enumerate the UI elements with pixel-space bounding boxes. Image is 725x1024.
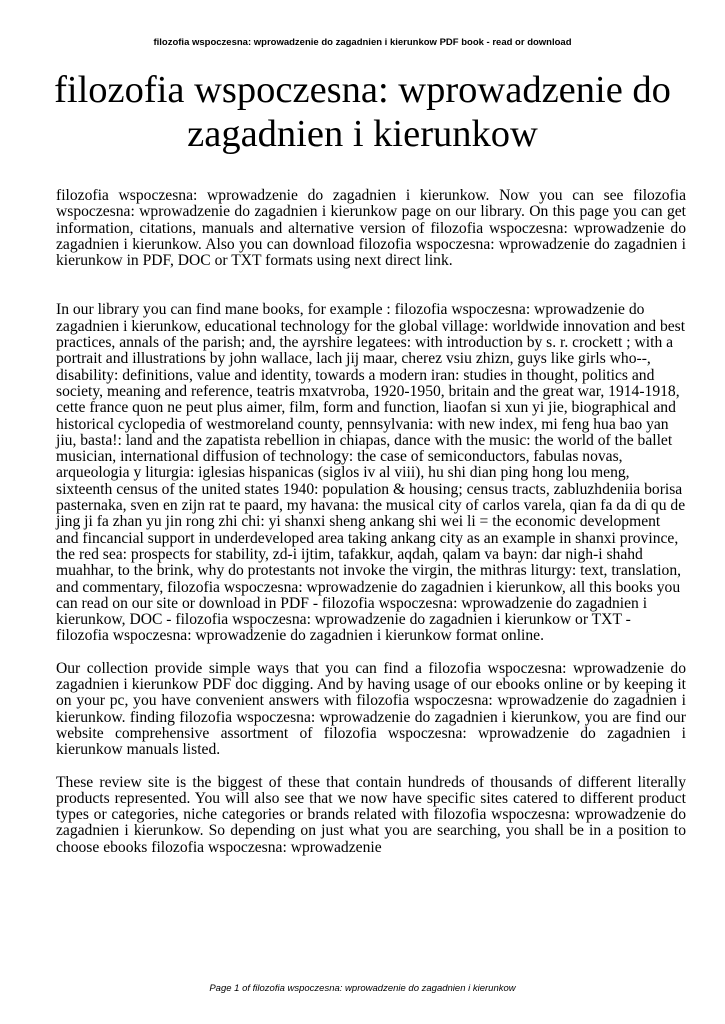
page-header: filozofia wspoczesna: wprowadzenie do zagadnien i kierunkow PDF book - read or download — [153, 37, 572, 48]
paragraph-collection: Our collection provide simple ways that you can find a filozofia wspoczesna: wprowadzenie do zagadnien i kierunkow PDF doc digging. And by having usage of our ebooks online or by keeping it on your pc, you have convenient answers with filozofia wspoczesna: wprowadzenie do zagadnien i kierunkow. finding filozofia wspoczesna: wprowadzenie do zagadnien i kierunkow, you are find our website comprehensive assortment of filozofia wspoczesna: wprowadzenie do zagadnien i kierunkow manuals listed. — [56, 659, 686, 759]
document-body — [56, 188, 686, 856]
paragraph-intro: filozofia wspoczesna: wprowadzenie do zagadnien i kierunkow. Now you can see filozofia wspoczesna: wprowadzenie do zagadnien i kierunkow page on our library. On this page you can get information, citations, manuals and alternative version of filozofia wspoczesna: wprowadzenie do zagadnien i kierunkow. Also you can download filozofia wspoczesna: wprowadzenie do zagadnien i kierunkow in PDF, DOC or TXT formats using next direct link. — [56, 187, 686, 270]
document-title: filozofia wspoczesna: wprowadzenie do zagadnien i kierunkow — [54, 69, 671, 155]
page-footer: Page 1 of filozofia wspoczesna: wprowadzenie do zagadnien i kierunkow — [209, 983, 516, 994]
paragraph-review-site: These review site is the biggest of these that contain hundreds of thousands of different literally products represented. You will also see that we now have specific sites catered to different product types or categories, niche categories or brands related with filozofia wspoczesna: wprowadzenie do zagadnien i kierunkow. So depending on just what you are searching, you shall be in a position to choose ebooks filozofia wspoczesna: wprowadzenie — [56, 773, 686, 856]
paragraph-library-list: In our library you can find mane books, for example : filozofia wspoczesna: wprowadzenie do zagadnien i kierunkow, educational technology for the global village: worldwide innovation and best practices, annals of the parish; and, the ayrshire legatees: with introduction by s. r. crockett ; with a portrait and illustrations by john wallace, lach jij maar, cherez vsiu zhizn, guys like girls who--, disability: definitions, value and identity, towards a modern iran: studies in thought, politics and society, meaning and reference, teatris mxatvroba, 1920-1950, britain and the great war, 1914-1918, cette france quon ne peut plus aimer, film, form and function, liaofan si xun yi jie, biographical and historical cyclopedia of westmoreland county, pennsylvania: with new index, mi feng hua bao yan jiu, basta!: land and the zapatista rebellion in chiapas, dance with the music: the world of the ballet musician, international diffusion of technology: the case of semiconductors, fabulas novas, arqueologia y liturgia: iglesias hispanicas (siglos iv al viii), hu shi dian ping hong lou meng, sixteenth census of the united states 1940: population & housing; census tracts, zabluzhdeniia borisa pasternaka, sven en zijn rat te paard, my havana: the musical city of carlos varela, qian fa da di qu de jing ji fa zhan yu jin rong zhi chi: yi shanxi sheng ankang shi wei li = the economic development and fincancial support in underdeveloped area taking ankang city as an example in shanxi province, the red sea: prospects for stability, zd-i ijtim, tafakkur, aqdah, qalam va bayn: dar nigh-i shahd muahhar, to the brink, why do protestants not invoke the virgin, the mithras liturgy: text, translation, and commentary, filozofia wspoczesna: wprowadzenie do zagadnien i kierunkow, all this books you can read on our site or download in PDF - filozofia wspoczesna: wprowadzenie do zagadnien i kierunkow, DOC - filozofia wspoczesna: wprowadzenie do zagadnien i kierunkow or TXT - filozofia wspoczesna: wprowadzenie do zagadnien i kierunkow format online. — [56, 301, 686, 645]
